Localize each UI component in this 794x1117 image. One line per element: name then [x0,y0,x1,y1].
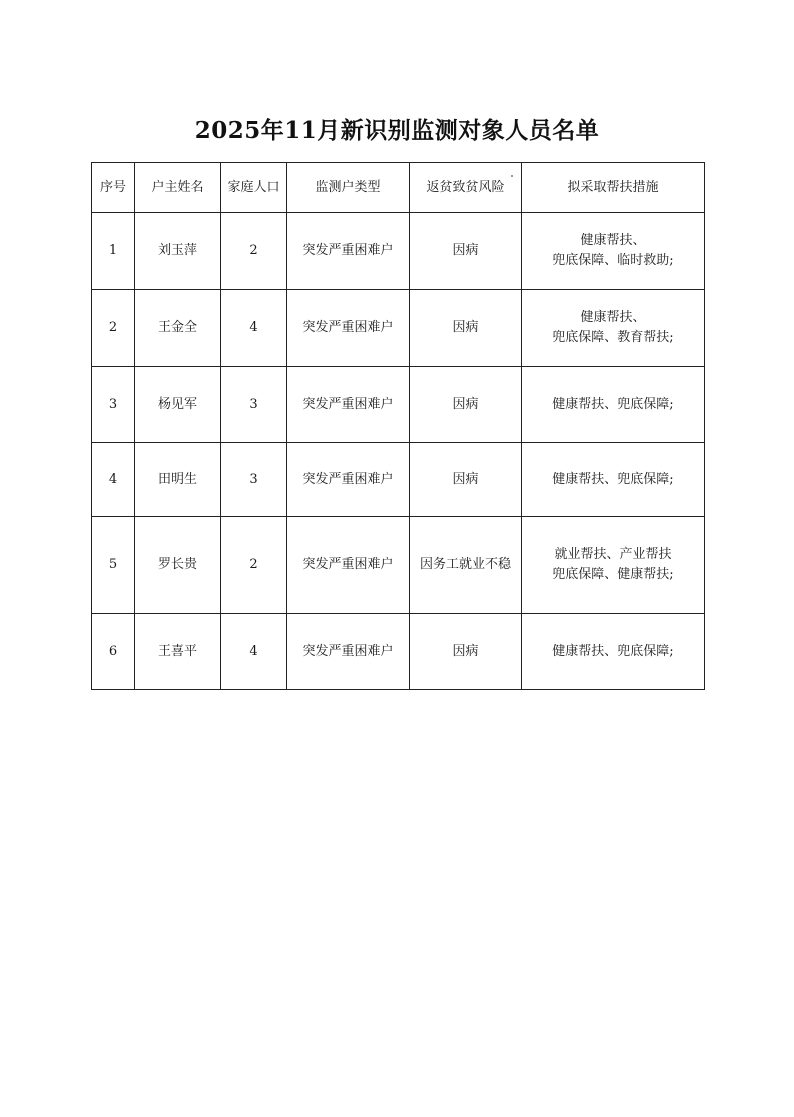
cell-population: 4 [221,290,287,367]
cell-risk: 因病 [410,290,522,367]
cell-no: 1 [92,213,135,290]
table-row [92,367,705,443]
cell-no: 3 [92,367,135,443]
cell-no: 2 [92,290,135,367]
cell-name: 罗长贵 [135,517,221,614]
measure-line: 健康帮扶、 [580,233,646,248]
cell-population: 2 [221,517,287,614]
cell-type: 突发严重困难户 [287,290,410,367]
header-householder-name: 户主姓名 [135,163,221,213]
measure-line: 健康帮扶、 [580,310,646,325]
measure-line: 兜底保障、教育帮扶; [552,330,674,345]
cell-type: 突发严重困难户 [287,517,410,614]
measure-line: 就业帮扶、产业帮扶 [554,547,672,562]
cell-measures [522,367,705,443]
measure-line: 健康帮扶、兜底保障; [552,396,674,412]
header-assistance-measures: 拟采取帮扶措施 [522,163,705,213]
cell-type: 突发严重困难户 [287,614,410,690]
header-household-type: 监测户类型 [287,163,410,213]
cell-no: 6 [92,614,135,690]
cell-no: 5 [92,517,135,614]
cell-population: 2 [221,213,287,290]
cell-name: 刘玉萍 [135,213,221,290]
measure-line: 健康帮扶、兜底保障; [552,471,674,487]
document-title: 2025年11月新识别监测对象人员名单 [194,117,600,144]
cell-population: 3 [221,367,287,443]
table-row [92,443,705,517]
cell-measures [522,517,705,614]
measure-line: 健康帮扶、兜底保障; [552,643,674,659]
header-household-size: 家庭人口 [221,163,287,213]
cell-risk: 因病 [410,213,522,290]
cell-name: 王金全 [135,290,221,367]
measure-line: 兜底保障、健康帮扶; [552,567,674,582]
cell-population: 4 [221,614,287,690]
cell-measures [522,213,705,290]
header-poverty-risk: 返贫致贫风险 [410,163,522,213]
cell-risk: 因病 [410,443,522,517]
monitoring-roster-table [91,162,705,690]
cell-type: 突发严重困难户 [287,443,410,517]
cell-name: 王喜平 [135,614,221,690]
table-row [92,290,705,367]
table-row [92,213,705,290]
table-header-row [92,163,705,213]
cell-risk: 因务工就业不稳 [410,517,522,614]
cell-risk: 因病 [410,367,522,443]
cell-name: 田明生 [135,443,221,517]
cell-measures [522,614,705,690]
cell-measures [522,290,705,367]
cell-type: 突发严重困难户 [287,367,410,443]
cell-measures [522,443,705,517]
cell-population: 3 [221,443,287,517]
table-row [92,517,705,614]
cell-type: 突发严重困难户 [287,213,410,290]
header-no: 序号 [92,163,135,213]
table-row [92,614,705,690]
measure-line: 兜底保障、临时救助; [552,253,674,268]
cell-risk: 因病 [410,614,522,690]
cell-name: 杨见军 [135,367,221,443]
cell-no: 4 [92,443,135,517]
